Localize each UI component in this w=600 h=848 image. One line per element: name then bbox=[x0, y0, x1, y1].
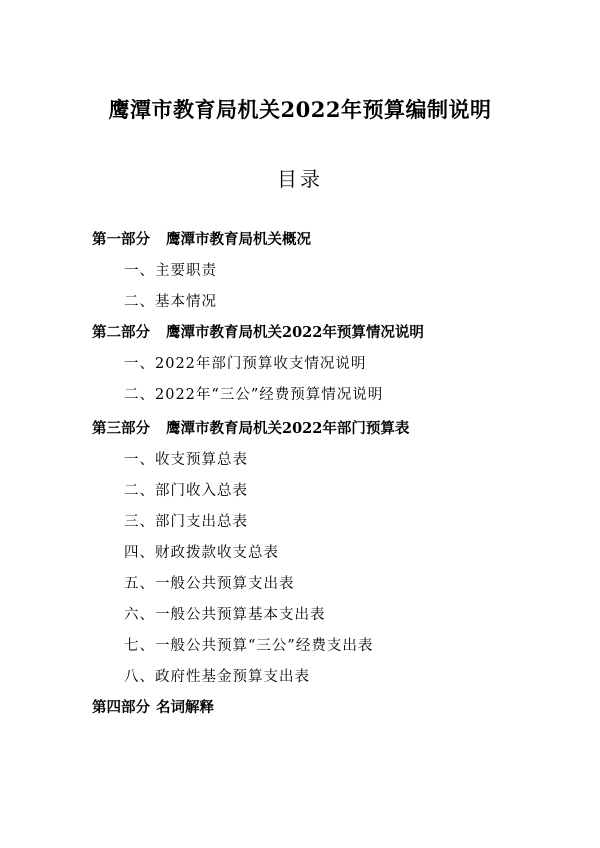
toc-part-4-title: 名词解释 bbox=[156, 699, 214, 716]
toc-item: 一、主要职责 bbox=[124, 263, 217, 279]
toc-part-2-number: 第二部分 bbox=[92, 324, 150, 341]
toc-part-4-number: 第四部分 bbox=[92, 699, 150, 716]
toc-item: 一、2022年部门预算收支情况说明 bbox=[124, 356, 367, 372]
toc-item: 一、收支预算总表 bbox=[124, 452, 248, 468]
toc-part-2-title: 鹰潭市教育局机关2022年预算情况说明 bbox=[166, 324, 424, 341]
toc-item: 三、部门支出总表 bbox=[124, 514, 248, 530]
toc-item: 二、基本情况 bbox=[124, 294, 217, 310]
toc-part-1-number: 第一部分 bbox=[92, 231, 150, 248]
toc-part-1 bbox=[92, 231, 311, 249]
toc-part-3-title: 鹰潭市教育局机关2022年部门预算表 bbox=[166, 420, 410, 437]
toc-item: 二、2022年“三公”经费预算情况说明 bbox=[124, 387, 384, 403]
toc-item: 八、政府性基金预算支出表 bbox=[124, 669, 310, 685]
toc-part-3-number: 第三部分 bbox=[92, 420, 150, 437]
document-title: 鹰潭市教育局机关2022年预算编制说明 bbox=[108, 97, 492, 122]
toc-item: 六、一般公共预算基本支出表 bbox=[124, 607, 326, 623]
toc-heading: 目录 bbox=[277, 167, 323, 191]
toc-item: 七、一般公共预算“三公”经费支出表 bbox=[124, 638, 374, 654]
toc-item: 二、部门收入总表 bbox=[124, 483, 248, 499]
toc-part-1-title: 鹰潭市教育局机关概况 bbox=[166, 231, 311, 248]
toc-part-4 bbox=[92, 699, 214, 717]
toc-item: 五、一般公共预算支出表 bbox=[124, 576, 295, 592]
toc-part-2 bbox=[92, 324, 424, 342]
toc-part-3 bbox=[92, 420, 409, 438]
toc-item: 四、财政拨款收支总表 bbox=[124, 545, 279, 561]
